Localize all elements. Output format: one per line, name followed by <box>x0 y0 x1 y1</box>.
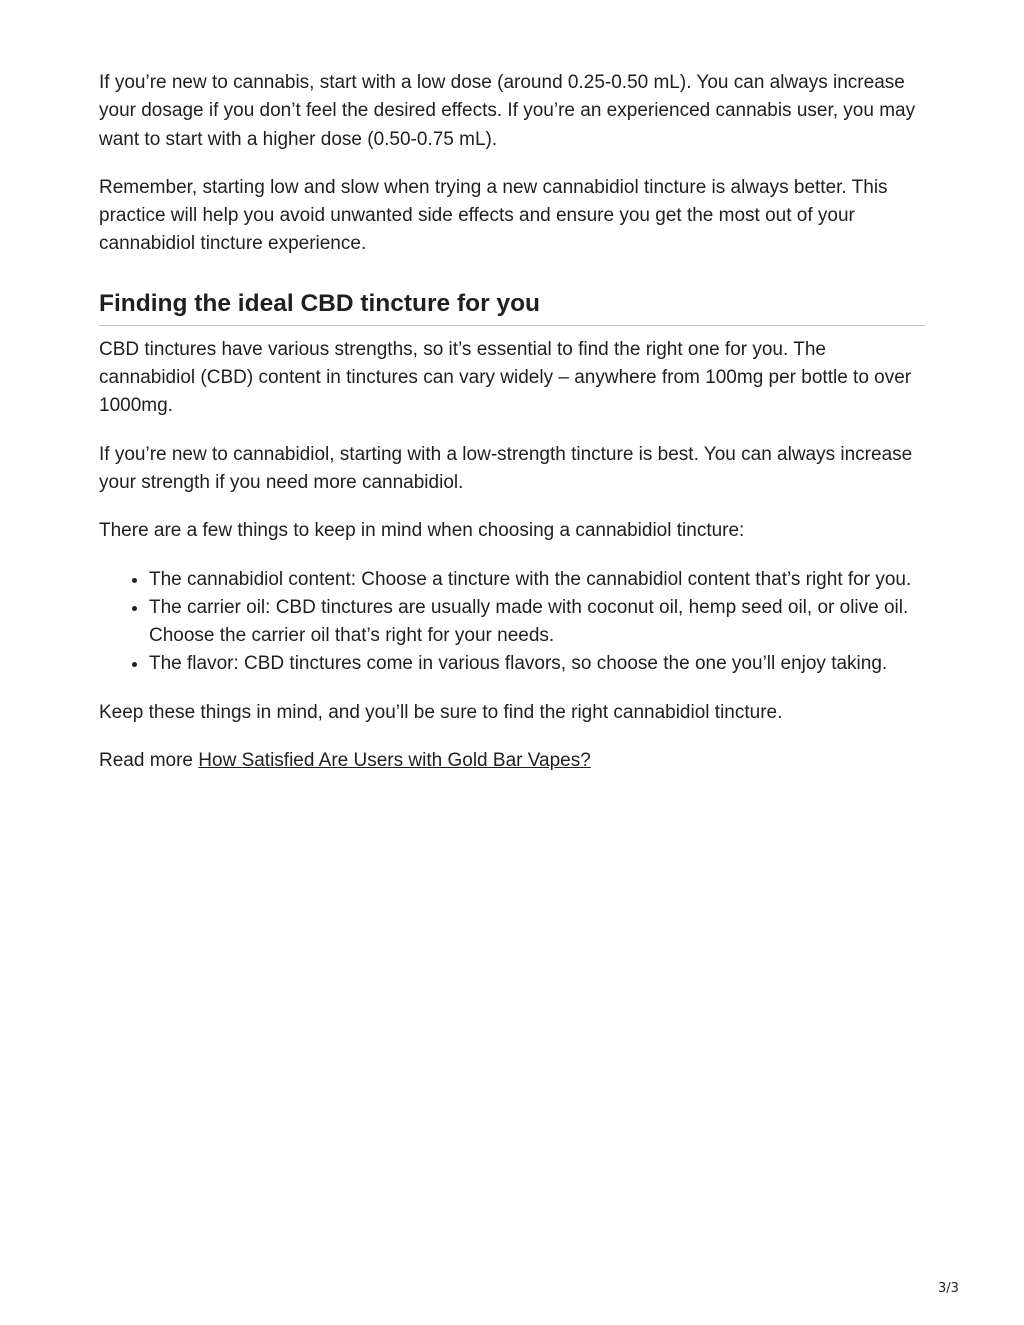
read-more-link[interactable]: How Satisfied Are Users with Gold Bar Vapes? <box>198 750 591 772</box>
things-to-keep-paragraph: There are a few things to keep in mind when choosing a cannabidiol tincture: <box>99 520 745 542</box>
dosage-paragraph: If you’re new to cannabis, start with a low dose (around 0.25-0.50 mL). You can always increase your dosage if you don’t feel the desired effects. If you’re an experienced cannabis user, you may want to start with a higher dose (0.50-0.75 mL). <box>99 72 916 150</box>
low-and-slow-paragraph: Remember, starting low and slow when trying a new cannabidiol tincture is always better. This practice will help you avoid unwanted side effects and ensure you get the most out of your cannabidiol tincture experience. <box>99 176 888 255</box>
strengths-paragraph: CBD tinctures have various strengths, so it’s essential to find the right one for you. The cannabidiol (CBD) content in tinctures can vary widely – anywhere from 100mg per bottle to over 1000mg. <box>99 338 912 417</box>
low-strength-paragraph: If you’re new to cannabidiol, starting with a low-strength tincture is best. You can always increase your strength if you need more cannabidiol. <box>99 443 913 493</box>
section-heading: Finding the ideal CBD tincture for you <box>99 289 925 326</box>
considerations-list <box>99 566 925 679</box>
page-number: 3/3 <box>938 1281 959 1296</box>
list-item: • The flavor: CBD tinctures come in various flavors, so choose the one you’ll enjoy taking. <box>149 650 925 678</box>
closing-paragraph: Keep these things in mind, and you’ll be sure to find the right cannabidiol tincture. <box>99 701 783 723</box>
read-more-line <box>99 747 925 775</box>
article-body <box>99 69 925 775</box>
list-item: • The cannabidiol content: Choose a tincture with the cannabidiol content that’s right for you. <box>149 566 925 594</box>
read-more-prefix: Read more <box>99 750 199 772</box>
list-item: • The carrier oil: CBD tinctures are usually made with coconut oil, hemp seed oil, or olive oil. Choose the carrier oil that’s right for your needs. <box>149 594 925 651</box>
